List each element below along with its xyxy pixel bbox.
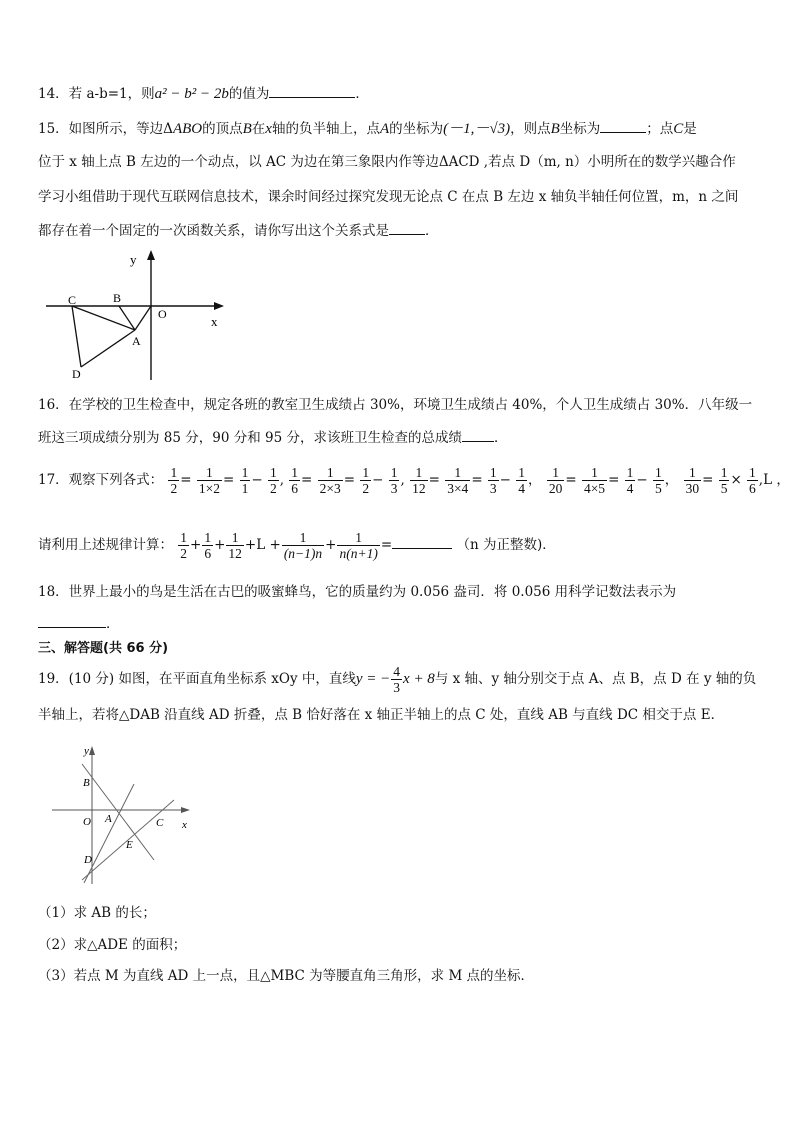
q15-text: 15．如图所示，等边Δ (38, 121, 173, 137)
question-15-line-1 (38, 118, 697, 138)
den: 6 (291, 481, 299, 496)
frac (391, 664, 402, 695)
x-axis-arrow (214, 302, 224, 310)
q19-figure (48, 740, 198, 890)
q15-text: 的坐标为 (389, 121, 444, 137)
den: 1 (241, 481, 249, 496)
den: 5 (720, 481, 728, 496)
num: 1 (552, 465, 559, 480)
den: 2×3 (319, 481, 341, 496)
num: 1 (180, 530, 188, 545)
den: 20 (548, 481, 563, 496)
frac (445, 465, 470, 496)
frac (516, 465, 527, 496)
frac (240, 465, 251, 496)
frac (289, 465, 300, 496)
question-19-part-3: （3）若点 M 为直线 AD 上一点，且△MBC 为等腰直角三角形，求 M 点的坐标． (38, 968, 535, 984)
den: 2 (269, 481, 277, 496)
q16-text: 班这三项成绩分别为 85 分，90 分和 95 分，求该班卫生检查的总成绩 (38, 430, 462, 446)
label-x: x (182, 819, 187, 831)
section-heading: 三、解答题(共 66 分) (38, 641, 169, 656)
den: 3 (390, 481, 398, 496)
q18-answer-blank[interactable] (38, 613, 106, 628)
num: 1 (454, 465, 462, 480)
label-y: y (84, 745, 89, 757)
label-x: x (211, 314, 218, 329)
text: L (256, 537, 266, 553)
q17-prefix: 17．观察下列各式： (38, 472, 164, 488)
frac (684, 465, 702, 496)
frac (226, 530, 244, 561)
y-axis-arrow (89, 746, 95, 755)
q15-point-a-coordinate: (－1,－√3) (443, 121, 511, 137)
num: 1 (204, 530, 212, 545)
q15-text: 轴的负半轴上，点 (271, 121, 380, 137)
frac (653, 465, 664, 496)
q14-answer-blank[interactable] (269, 83, 355, 98)
q18-text: ． (106, 616, 120, 632)
label-d: D (84, 854, 92, 866)
question-15-line-4 (38, 220, 439, 240)
q19-equation: y = − (355, 671, 391, 687)
num: 1 (655, 465, 662, 480)
q17-ellipsis: L (763, 472, 773, 488)
num: 1 (626, 465, 634, 480)
question-19-line-2: 半轴上，若将△DAB 沿直线 AD 折叠，点 B 恰好落在 x 轴正半轴上的点 C 处，直线 AB 与直线 DC 相交于点 E． (38, 707, 725, 723)
q15-text: C (673, 121, 684, 137)
question-19-part-1: （1）求 AB 的长； (38, 905, 156, 921)
label-a: A (132, 334, 141, 348)
den: n(n+1) (339, 546, 378, 561)
num: 1 (299, 530, 307, 545)
label-e: E (126, 839, 133, 851)
question-17-line-1: 17．观察下列各式： $\frac{1}{2}$ = $\frac{1}{1\times 2}$ = $\frac{1}{1}$ − $\frac{1}{2}$ , $\frac{1}{6}$ = $\frac{1}{2\times 3}$ = $\frac{1}{2}$ − $\frac{1}{3}$ , $\frac{1}{12}$ = $\frac{1}{3\times 4}$ = $\frac{1}{3}$ − $\frac{1}{4}$ ， $\frac{1}{20}$ = $\frac{1}{4\times 5}$ = $\frac{1}{4}$ − $\frac{1}{5}$ ， $\frac{1}{30}$ = $\frac{1}{5}$ × $\frac{1}{6}$ ,L ， (38, 465, 790, 496)
den: 3 (489, 481, 497, 496)
question-15-line-2: 位于 x 轴上点 B 左边的一个动点，以 AC 为边在第三象限内作等边ΔACD ,若点 D（m, n）小明所在的数学兴趣合作 (38, 154, 736, 170)
q15-figure (38, 246, 238, 384)
question-16-line-1: 16．在学校的卫生检查中，规定各班的教室卫生成绩占 30%，环境卫生成绩占 40%，个人卫生成绩占 30%．八年级一 (38, 397, 753, 413)
num: 1 (206, 465, 213, 480)
frac (197, 465, 222, 496)
num: 1 (231, 530, 239, 545)
frac (747, 465, 758, 496)
y-axis-arrow (147, 250, 155, 260)
segment-cd (72, 306, 81, 367)
den: 4×5 (583, 481, 606, 496)
frac (625, 465, 636, 496)
x-axis-arrow (181, 807, 190, 813)
question-18-line-2 (38, 613, 120, 633)
q15-text: x (265, 121, 272, 137)
question-16-line-2 (38, 427, 508, 447)
segment-ca (72, 306, 135, 330)
frac (168, 465, 179, 496)
q19-text: 与 x 轴、y 轴分别交于点 A、点 B，点 D 在 y 轴的负 (434, 671, 757, 687)
segment-ao (135, 306, 151, 330)
q16-answer-blank[interactable] (462, 427, 494, 442)
num: 1 (170, 465, 178, 480)
num: 1 (326, 465, 334, 480)
line-ab (82, 764, 154, 860)
q15-text: B (550, 121, 560, 137)
num: 1 (720, 465, 728, 480)
den: 3 (393, 680, 401, 695)
q19-text: 19．(10 分) 如图，在平面直角坐标系 xOy 中，直线 (38, 671, 356, 687)
frac (410, 465, 428, 496)
den: 5 (655, 481, 662, 496)
q15-answer-blank-2[interactable] (389, 220, 425, 235)
label-b: B (113, 291, 122, 305)
den: 30 (685, 481, 700, 496)
num: 1 (591, 465, 598, 480)
frac (202, 530, 213, 561)
frac (268, 465, 279, 496)
num: 1 (269, 465, 277, 480)
frac (547, 465, 565, 496)
q15-text: 坐标为 (559, 121, 601, 137)
question-18-line-1: 18．世界上最小的鸟是生活在古巴的吸蜜蜂鸟，它的质量约为 0.056 盎司．将 0.056 用科学记数法表示为 (38, 584, 677, 600)
q15-text: A (379, 121, 390, 137)
num: 1 (518, 465, 526, 480)
den: (n−1)n (283, 546, 323, 561)
question-19-line-1 (38, 660, 756, 698)
q15-text: 是 (683, 121, 697, 137)
num: 4 (393, 664, 401, 679)
den: 6 (204, 546, 212, 561)
den: 2 (170, 481, 178, 496)
q15-text: ABO (172, 121, 203, 137)
label-d: D (72, 367, 81, 381)
q14-suffix: 的值为 (228, 86, 270, 102)
num: 1 (241, 465, 249, 480)
label-a: A (105, 813, 112, 825)
num: 1 (355, 530, 363, 545)
den: 4 (518, 481, 526, 496)
label-y: y (130, 252, 137, 267)
label-b: B (83, 777, 90, 789)
den: 12 (412, 481, 426, 496)
frac (719, 465, 730, 496)
num: 1 (390, 465, 398, 480)
frac (282, 530, 324, 561)
q15-text: ；点 (646, 121, 674, 137)
den: 3×4 (447, 481, 469, 496)
q15-text: 在 (251, 121, 266, 137)
q15-text: ，则点 (510, 121, 551, 137)
frac (178, 530, 189, 561)
den: 12 (228, 546, 242, 561)
den: 2 (362, 481, 370, 496)
question-14 (38, 83, 369, 103)
question-17-line-2: 请利用上述规律计算： $\frac{1}{2}$ + $\frac{1}{6}$ + $\frac{1}{12}$ +L + $\frac{1}{(n-1)n}$ + $\frac{1}{n(n+1)}$ = （n 为正整数)． (38, 530, 556, 561)
frac (360, 465, 371, 496)
q14-prefix: 14．若 a-b=1，则 (38, 86, 155, 102)
num: 1 (415, 465, 423, 480)
label-c: C (156, 817, 164, 829)
question-19-part-2: （2）求△ADE 的面积； (38, 937, 187, 953)
num: 1 (362, 465, 370, 480)
label-c: C (68, 293, 77, 307)
q17-text: 请利用上述规律计算： (38, 537, 173, 553)
num: 1 (749, 465, 756, 480)
den: 6 (749, 481, 756, 496)
q19-equation: x + 8 (403, 671, 435, 687)
frac (318, 465, 343, 496)
q17-answer-blank[interactable] (392, 534, 452, 549)
frac (582, 465, 607, 496)
frac (488, 465, 499, 496)
q17-text: （n 为正整数)． (456, 537, 556, 553)
q15-text: ． (425, 223, 439, 239)
frac (337, 530, 379, 561)
segment-da (81, 330, 135, 367)
num: 1 (291, 465, 299, 480)
q15-text: 的顶点 (202, 121, 243, 137)
label-o: O (158, 307, 167, 321)
q15-answer-blank-1[interactable] (600, 118, 646, 133)
den: 2 (180, 546, 188, 561)
q14-end: ． (355, 86, 369, 102)
question-15-line-3: 学习小组借助于现代互联网信息技术，课余时间经过探究发现无论点 C 在点 B 左边 x 轴负半轴任何位置，m，n 之间 (38, 189, 739, 205)
q15-text: 都存在着一个固定的一次函数关系，请你写出这个关系式是 (38, 223, 389, 239)
frac (389, 465, 400, 496)
den: 4 (626, 481, 634, 496)
num: 1 (688, 465, 696, 480)
label-o: O (83, 816, 91, 828)
den: 1×2 (198, 481, 220, 496)
q16-text: ． (494, 430, 508, 446)
num: 1 (489, 465, 497, 480)
q14-expression: a² − b² − 2b (154, 86, 229, 102)
q15-text: B (242, 121, 252, 137)
